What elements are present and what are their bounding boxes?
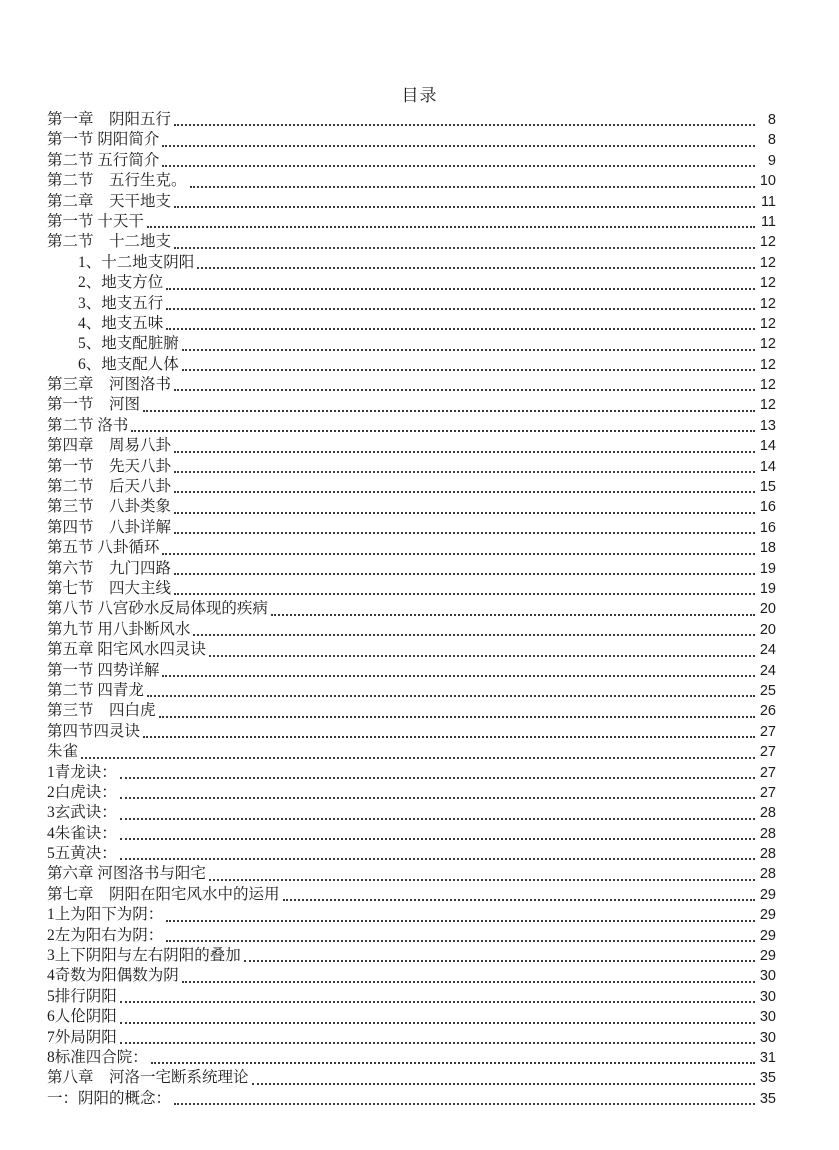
toc-entry-label: 第四节四灵诀: [47, 722, 141, 740]
dot-leader: [190, 620, 758, 640]
toc-entry-page-number: 28: [759, 825, 776, 842]
dot-leader: [171, 110, 758, 130]
toc-list: [47, 110, 776, 1109]
toc-entry-label: 1上为阳下为阴：: [47, 906, 164, 924]
toc-entry-page-number: 12: [759, 336, 776, 353]
toc-entry-label: 5五黄决：: [47, 845, 117, 863]
toc-entry-page-number: 24: [759, 662, 776, 679]
toc-entry-page-number: 15: [759, 479, 776, 496]
toc-entry-label: 1青龙诀：: [47, 763, 117, 781]
dot-leader: [194, 253, 758, 273]
toc-entry-page-number: 16: [759, 519, 776, 536]
toc-entry[interactable]: [47, 110, 776, 130]
toc-entry-page-number: 12: [759, 315, 776, 332]
toc-entry-page-number: 31: [759, 1049, 776, 1066]
toc-entry-label: 5排行阴阳: [47, 987, 117, 1005]
toc-entry-label: 第一节 四势详解: [47, 661, 160, 679]
dot-leader: [78, 742, 758, 762]
toc-entry-page-number: 29: [759, 886, 776, 903]
dot-leader: [163, 905, 758, 925]
toc-entry-page-number: 8: [767, 112, 776, 128]
toc-entry[interactable]: [47, 436, 776, 456]
toc-entry-page-number: 24: [759, 642, 776, 659]
dot-leader: [187, 171, 758, 191]
toc-entry-page-number: 13: [759, 417, 776, 434]
dot-leader: [117, 803, 758, 823]
dot-leader: [171, 232, 758, 252]
toc-entry-label: 第五节 八卦循环: [47, 539, 160, 557]
toc-entry-label: 第三章 河图洛书: [47, 376, 172, 394]
dot-leader: [206, 864, 758, 884]
toc-entry-page-number: 28: [759, 866, 776, 883]
toc-entry-page-number: 19: [759, 580, 776, 597]
toc-entry[interactable]: [47, 151, 776, 171]
toc-entry-page-number: 27: [759, 723, 776, 740]
toc-entry-page-number: 8: [767, 132, 776, 149]
dot-leader: [206, 640, 758, 660]
toc-entry-page-number: 27: [759, 784, 776, 801]
dot-leader: [117, 1028, 758, 1048]
dot-leader: [179, 355, 758, 375]
toc-entry-page-number: 35: [759, 1090, 776, 1107]
dot-leader: [117, 844, 758, 864]
toc-entry-page-number: 29: [759, 907, 776, 924]
toc-entry-label: 第四章 周易八卦: [47, 437, 172, 455]
toc-entry-label: 3、地支五行: [78, 294, 164, 312]
dot-leader: [171, 579, 758, 599]
toc-entry[interactable]: [47, 538, 776, 558]
dot-leader: [171, 1089, 758, 1109]
toc-entry-page-number: 10: [759, 173, 776, 190]
toc-entry[interactable]: [47, 212, 776, 232]
toc-entry[interactable]: [47, 987, 776, 1007]
toc-entry-label: 2左为阳右为阴：: [47, 926, 164, 944]
toc-entry-label: 第三节 八卦类象: [47, 498, 172, 516]
toc-entry-page-number: 20: [759, 601, 776, 618]
toc-entry[interactable]: [47, 1068, 776, 1088]
dot-leader: [140, 395, 758, 415]
dot-leader: [128, 416, 758, 436]
toc-entry-page-number: 12: [759, 295, 776, 312]
dot-leader: [171, 497, 758, 517]
toc-entry[interactable]: [47, 946, 776, 966]
toc-entry[interactable]: [47, 192, 776, 212]
toc-entry[interactable]: [47, 171, 776, 191]
toc-entry-page-number: 9: [767, 152, 776, 169]
toc-entry-page-number: 14: [759, 438, 776, 455]
toc-entry[interactable]: [47, 355, 776, 375]
dot-leader: [241, 946, 758, 966]
toc-entry-page-number: 29: [759, 927, 776, 944]
dot-leader: [171, 518, 758, 538]
toc-entry-label: 第二节 五行简介: [47, 151, 160, 169]
toc-entry[interactable]: [47, 273, 776, 293]
toc-entry-label: 第七节 四大主线: [47, 579, 172, 597]
toc-entry[interactable]: [47, 395, 776, 415]
toc-entry-page-number: 25: [759, 682, 776, 699]
toc-entry[interactable]: [47, 742, 776, 762]
toc-entry-label: 第二节 五行生克。: [47, 172, 187, 190]
toc-entry-label: 第六章 河图洛书与阳宅: [47, 865, 206, 883]
dot-leader: [117, 763, 758, 783]
toc-entry-label: 第六节 九门四路: [47, 559, 172, 577]
toc-entry[interactable]: [47, 640, 776, 660]
toc-entry[interactable]: [47, 701, 776, 721]
toc-entry-page-number: 11: [760, 213, 776, 230]
toc-entry-label: 第一节 河图: [47, 396, 141, 414]
toc-entry-label: 第一节 阴阳简介: [47, 131, 160, 149]
toc-entry[interactable]: [47, 375, 776, 395]
toc-entry[interactable]: [47, 314, 776, 334]
toc-entry[interactable]: [47, 497, 776, 517]
dot-leader: [140, 722, 758, 742]
toc-entry-page-number: 14: [759, 458, 776, 475]
toc-entry-label: 第二节 洛书: [47, 416, 129, 434]
toc-entry-page-number: 18: [759, 540, 776, 557]
toc-entry[interactable]: [47, 579, 776, 599]
dot-leader: [163, 926, 758, 946]
toc-entry[interactable]: [47, 334, 776, 354]
dot-leader: [159, 151, 758, 171]
toc-entry-page-number: 28: [759, 846, 776, 863]
toc-entry-page-number: 26: [759, 703, 776, 720]
toc-entry[interactable]: [47, 294, 776, 314]
toc-entry-label: 4奇数为阳偶数为阴: [47, 967, 179, 985]
toc-entry[interactable]: [47, 130, 776, 150]
toc-entry[interactable]: [47, 803, 776, 823]
toc-entry[interactable]: [47, 1007, 776, 1027]
toc-entry[interactable]: [47, 926, 776, 946]
toc-entry[interactable]: [47, 722, 776, 742]
toc-entry[interactable]: [47, 620, 776, 640]
dot-leader: [159, 130, 758, 150]
toc-entry-page-number: 29: [759, 948, 776, 965]
toc-entry-page-number: 30: [759, 1009, 776, 1026]
dot-leader: [171, 436, 758, 456]
toc-entry[interactable]: [47, 824, 776, 844]
dot-leader: [268, 599, 758, 619]
toc-entry[interactable]: [47, 661, 776, 681]
toc-entry-page-number: 20: [759, 621, 776, 638]
toc-entry-label: 第一节 十天干: [47, 212, 144, 230]
dot-leader: [117, 824, 758, 844]
toc-entry-page-number: 12: [759, 254, 776, 271]
dot-leader: [117, 1007, 758, 1027]
toc-entry[interactable]: [47, 416, 776, 436]
dot-leader: [171, 375, 758, 395]
toc-entry-label: 6人伦阴阳: [47, 1008, 117, 1026]
dot-leader: [144, 212, 758, 232]
dot-leader: [179, 334, 758, 354]
toc-entry[interactable]: [47, 559, 776, 579]
dot-leader: [179, 966, 758, 986]
toc-entry-label: 2、地支方位: [78, 274, 164, 292]
toc-entry-label: 朱雀: [47, 743, 79, 761]
toc-entry-page-number: 12: [759, 377, 776, 394]
toc-entry-label: 第二节 后天八卦: [47, 478, 172, 496]
toc-entry-label: 2白虎诀：: [47, 783, 117, 801]
dot-leader: [159, 538, 758, 558]
dot-leader: [148, 1048, 758, 1068]
toc-entry-label: 6、地支配人体: [78, 355, 179, 373]
dot-leader: [171, 477, 758, 497]
dot-leader: [117, 783, 758, 803]
dot-leader: [280, 885, 758, 905]
toc-entry[interactable]: [47, 599, 776, 619]
toc-entry[interactable]: [47, 518, 776, 538]
toc-entry-label: 4朱雀诀：: [47, 824, 117, 842]
dot-leader: [171, 559, 758, 579]
toc-entry-label: 第二节 四青龙: [47, 681, 144, 699]
toc-entry-page-number: 19: [759, 560, 776, 577]
toc-entry-page-number: 35: [759, 1070, 776, 1087]
dot-leader: [156, 701, 758, 721]
toc-entry-label: 第五章 阳宅风水四灵诀: [47, 641, 206, 659]
dot-leader: [249, 1068, 758, 1088]
toc-entry-page-number: 12: [759, 234, 776, 251]
toc-entry[interactable]: [47, 844, 776, 864]
toc-entry[interactable]: [47, 783, 776, 803]
toc-entry-page-number: 30: [759, 1029, 776, 1046]
toc-entry-label: 8标准四合院：: [47, 1048, 148, 1066]
toc-entry[interactable]: [47, 864, 776, 884]
toc-entry-label: 3上下阴阳与左右阴阳的叠加: [47, 947, 241, 965]
toc-entry-label: 1、十二地支阴阳: [78, 253, 195, 271]
dot-leader: [171, 457, 758, 477]
toc-entry-label: 4、地支五味: [78, 314, 164, 332]
toc-entry[interactable]: [47, 966, 776, 986]
toc-entry-page-number: 30: [759, 968, 776, 985]
toc-entry-label: 一：阴阳的概念：: [47, 1089, 172, 1107]
toc-entry-label: 第四节 八卦详解: [47, 518, 172, 536]
toc-entry-label: 3玄武诀：: [47, 804, 117, 822]
dot-leader: [163, 273, 758, 293]
toc-entry-page-number: 11: [760, 193, 776, 210]
toc-entry-label: 第二章 天干地支: [47, 192, 172, 210]
toc-entry-page-number: 16: [759, 499, 776, 516]
toc-entry[interactable]: [47, 457, 776, 477]
toc-entry[interactable]: [47, 681, 776, 701]
toc-entry[interactable]: [47, 1028, 776, 1048]
toc-entry-label: 7外局阴阳: [47, 1028, 117, 1046]
toc-entry[interactable]: [47, 232, 776, 252]
page-title: 目录: [401, 86, 438, 105]
toc-entry[interactable]: [47, 477, 776, 497]
toc-entry-page-number: 28: [759, 805, 776, 822]
toc-entry-page-number: 27: [759, 744, 776, 761]
toc-entry-label: 5、地支配脏腑: [78, 335, 179, 353]
toc-entry-label: 第三节 四白虎: [47, 702, 156, 720]
toc-entry-page-number: 12: [759, 356, 776, 373]
toc-entry-page-number: 30: [759, 988, 776, 1005]
toc-entry[interactable]: [47, 763, 776, 783]
toc-entry-label: 第九节 用八卦断风水: [47, 620, 191, 638]
dot-leader: [144, 681, 758, 701]
toc-entry[interactable]: [47, 885, 776, 905]
toc-entry[interactable]: [47, 905, 776, 925]
toc-entry-label: 第一节 先天八卦: [47, 457, 172, 475]
dot-leader: [171, 192, 758, 212]
dot-leader: [117, 987, 758, 1007]
toc-entry-label: 第八节 八宫砂水反局体现的疾病: [47, 600, 268, 618]
toc-entry-label: 第七章 阴阳在阳宅风水中的运用: [47, 885, 280, 903]
toc-entry-label: 第二节 十二地支: [47, 233, 172, 251]
toc-entry-page-number: 27: [759, 764, 776, 781]
toc-entry-page-number: 12: [759, 275, 776, 292]
toc-entry-page-number: 12: [759, 397, 776, 414]
toc-entry[interactable]: [47, 253, 776, 273]
dot-leader: [159, 661, 758, 681]
toc-entry-label: 第八章 河洛一宅断系统理论: [47, 1069, 249, 1087]
toc-entry[interactable]: [47, 1048, 776, 1068]
dot-leader: [163, 314, 758, 334]
toc-entry[interactable]: [47, 1089, 776, 1109]
dot-leader: [163, 294, 758, 314]
toc-entry-label: 第一章 阴阳五行: [47, 111, 172, 128]
